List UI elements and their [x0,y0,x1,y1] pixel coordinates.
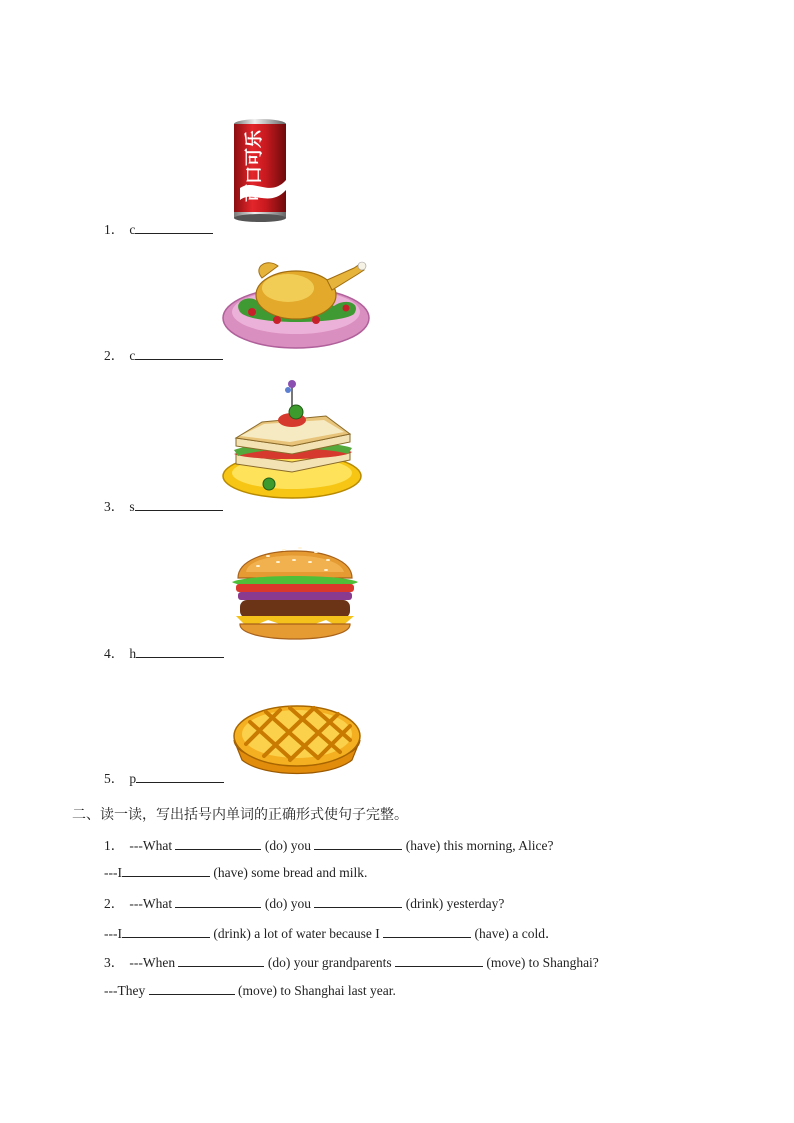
q3-line-a [104,951,599,971]
q1-line-a [104,834,553,854]
answer-blank[interactable] [135,498,223,511]
section-title: 二、读一读，写出括号内单词的正确形式使句子完整。 [72,807,408,823]
q3-line-b [104,982,396,999]
q2-line-a [104,892,504,912]
item-number: 1． [104,222,125,237]
answer-blank[interactable] [149,982,235,995]
q2-answer-prefix: ---I [104,926,122,941]
item-letter: c [129,348,136,363]
answer-blank[interactable] [383,925,471,938]
item-letter: h [129,646,137,661]
item-1 [104,218,213,238]
q2-prefix: ---What [129,896,173,911]
q3-answer-hint: (move) to Shanghai last year. [237,983,396,998]
answer-blank[interactable] [175,837,261,850]
item-letter: p [129,771,137,786]
answer-blank[interactable] [122,925,210,938]
answer-blank[interactable] [178,954,264,967]
q2-hint-2: (drink) yesterday? [405,896,505,911]
item-5 [104,767,224,787]
item-letter: s [129,499,135,514]
sandwich-image [222,376,364,504]
q1-hint-1: (do) you [264,838,311,853]
item-letter: c [129,222,136,237]
q3-hint-2: (move) to Shanghai? [486,955,599,970]
item-4 [104,642,224,662]
q3-prefix: ---When [129,955,176,970]
q2-hint-1: (do) you [264,896,311,911]
question-number: 2． [104,896,125,911]
q1-line-b [104,864,367,881]
item-number: 5． [104,771,125,786]
answer-blank[interactable] [135,221,213,234]
q1-hint-2: (have) this morning, Alice? [405,838,554,853]
svg-text:可口可乐: 可口可乐 [244,130,265,202]
question-number: 3． [104,955,125,970]
item-2 [104,344,223,364]
answer-blank[interactable] [136,770,224,783]
answer-blank[interactable] [122,864,210,877]
item-3 [104,495,223,515]
q2-line-b [104,922,559,942]
item-number: 4． [104,646,125,661]
item-number: 3． [104,499,125,514]
pie-image [230,700,364,778]
answer-blank[interactable] [175,895,261,908]
answer-blank[interactable] [314,837,402,850]
answer-blank[interactable] [395,954,483,967]
q1-answer-prefix: ---I [104,865,122,880]
q1-answer-hint: (have) some bread and milk. [213,865,368,880]
q3-hint-1: (do) your grandparents [267,955,392,970]
q3-answer-prefix: ---They [104,983,146,998]
answer-blank[interactable] [314,895,402,908]
q1-prefix: ---What [129,838,173,853]
item-number: 2． [104,348,125,363]
coke-can-image [230,118,290,224]
answer-blank[interactable] [136,645,224,658]
roast-chicken-image [222,250,372,350]
q2-answer-hint-1: (drink) a lot of water because I [213,926,380,941]
hamburger-image [228,532,362,650]
q2-answer-hint-2: (have) a cold． [474,926,559,941]
question-number: 1． [104,838,125,853]
answer-blank[interactable] [135,347,223,360]
